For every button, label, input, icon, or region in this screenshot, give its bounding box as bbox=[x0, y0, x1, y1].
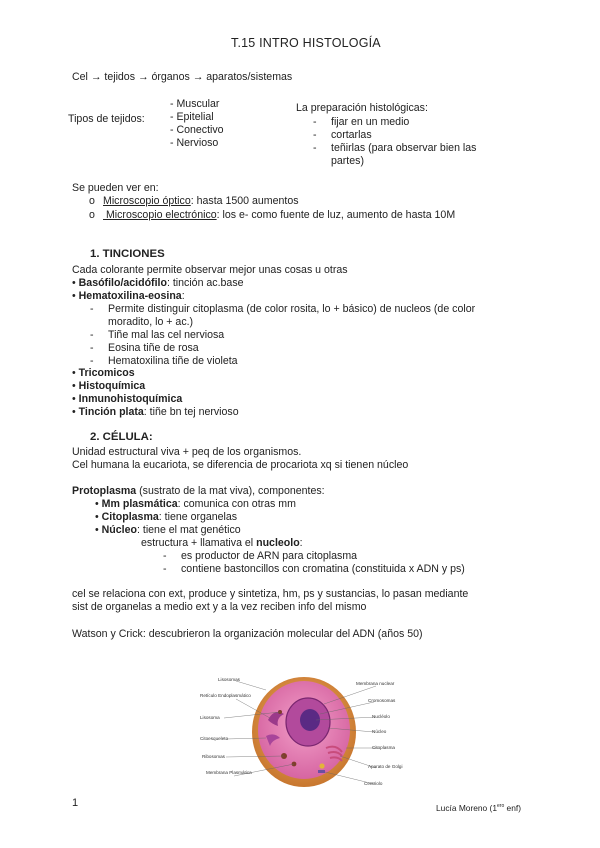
diagram-label: Lisosoma bbox=[200, 715, 220, 720]
prep-item: partes) bbox=[331, 155, 364, 167]
celula-line2: Cel humana la eucariota, se diferencia de procariota xq si tienen núcleo bbox=[72, 459, 409, 471]
diagram-label: Centriolo bbox=[364, 781, 383, 786]
prep-title: La preparación histológicas: bbox=[296, 102, 428, 114]
component-citoplasma: • Citoplasma: tiene organelas bbox=[95, 511, 238, 523]
list-item: - Eosina tiñe de rosa bbox=[90, 342, 199, 354]
page-title: T.15 INTRO HISTOLOGÍA bbox=[231, 36, 381, 50]
list-item: - es productor de ARN para citoplasma bbox=[163, 550, 358, 562]
watson-crick-line: Watson y Crick: descubrieron la organización molecular del ADN (años 50) bbox=[72, 628, 423, 640]
vesicle-shape bbox=[319, 763, 324, 768]
tissue-item: - Conectivo bbox=[170, 124, 224, 136]
hematoxilina-list bbox=[90, 303, 475, 368]
diagram-label: Nucléolo bbox=[372, 714, 390, 719]
stain-tricomicos: • Tricomicos bbox=[72, 367, 135, 379]
nucleolo-line: estructura + llamativa el nucleolo: bbox=[141, 537, 303, 549]
prep-item: - cortarlas bbox=[313, 129, 372, 141]
prep-item: - teñirlas (para observar bien las bbox=[313, 142, 477, 154]
list-item: - Permite distinguir citoplasma (de color rosita, lo + básico) de nucleos (de color bbox=[90, 303, 476, 315]
micro-intro: Se pueden ver en: bbox=[72, 182, 159, 194]
diagram-label: Lisosomas bbox=[218, 677, 240, 682]
list-item: - Tiñe mal las cel nerviosa bbox=[90, 329, 225, 341]
component-nucleo: • Núcleo: tiene el mat genético bbox=[95, 524, 241, 536]
protoplasma-line: Protoplasma (sustrato de la mat viva), componentes: bbox=[72, 485, 325, 497]
stain-histoquimica: • Histoquímica bbox=[72, 380, 146, 392]
tissue-item: - Muscular bbox=[170, 98, 220, 110]
footer-author: Lucía Moreno ($1^{ero}$ enf) bbox=[436, 802, 521, 813]
celula-line1: Unidad estructural viva + peq de los organismos. bbox=[72, 446, 302, 458]
section-heading-celula: 2. CÉLULA: bbox=[90, 431, 153, 443]
list-item: - contiene bastoncillos con cromatina (constituida x ADN y ps) bbox=[163, 563, 465, 575]
nucleolo-list bbox=[163, 550, 465, 576]
section-heading-tinciones: 1. TINCIONES bbox=[90, 248, 165, 260]
page-number: 1 bbox=[72, 797, 79, 809]
diagram-label: Membrana nuclear bbox=[356, 681, 395, 686]
stain-inmuno: • Inmunohistoquímica bbox=[72, 393, 183, 405]
flow-line: Cel → tejidos → órganos → aparatos/sistemas bbox=[72, 71, 293, 83]
diagram-label: Cromosomas bbox=[368, 698, 396, 703]
diagram-label: Citoplasma bbox=[372, 745, 395, 750]
stain-hematoxilina: • Hematoxilina-eosina: bbox=[72, 290, 185, 302]
cell-diagram-image bbox=[196, 660, 406, 800]
diagram-label: Retículo Endoplasmático bbox=[200, 693, 251, 698]
list-item: moradito, lo + ac.) bbox=[108, 316, 194, 328]
diagram-label: Ribosomas bbox=[202, 754, 225, 759]
centriole-shape bbox=[318, 770, 325, 773]
stain-plata: • Tinción plata: tiñe bn tej nervioso bbox=[72, 406, 239, 418]
tissue-item: - Epitelial bbox=[170, 111, 214, 123]
diagram-label: Aparato de Golgi bbox=[368, 764, 403, 769]
prep-list bbox=[313, 116, 476, 168]
stain-basofilo: • Basófilo/acidófilo: tinción ac.base bbox=[72, 277, 244, 289]
diagram-label: Núcleo bbox=[372, 729, 387, 734]
tissue-list bbox=[170, 98, 224, 150]
relation-para-1: cel se relaciona con ext, produce y sintetiza, hm, ps y sustancias, lo pasan mediante bbox=[72, 588, 469, 600]
diagram-label: Membrana Plasmática bbox=[206, 770, 252, 775]
micro-electronic: o Microscopio electrónico: los e- como fuente de luz, aumento de hasta 10M bbox=[89, 209, 456, 221]
tissue-types-label: Tipos de tejidos: bbox=[68, 113, 145, 125]
list-item: - Hematoxilina tiñe de violeta bbox=[90, 355, 238, 367]
component-mm: • Mm plasmática: comunica con otras mm bbox=[95, 498, 296, 510]
relation-para-2: sist de organelas a medio ext y a la vez reciben info del mismo bbox=[72, 601, 367, 613]
diagram-label: Citoesqueleto bbox=[200, 736, 229, 741]
tissue-item: - Nervioso bbox=[170, 137, 219, 149]
prep-item: - fijar en un medio bbox=[313, 116, 410, 128]
tinciones-intro: Cada colorante permite observar mejor unas cosas u otras bbox=[72, 264, 348, 276]
micro-optical: o Microscopio óptico: hasta 1500 aumentos bbox=[89, 195, 299, 207]
